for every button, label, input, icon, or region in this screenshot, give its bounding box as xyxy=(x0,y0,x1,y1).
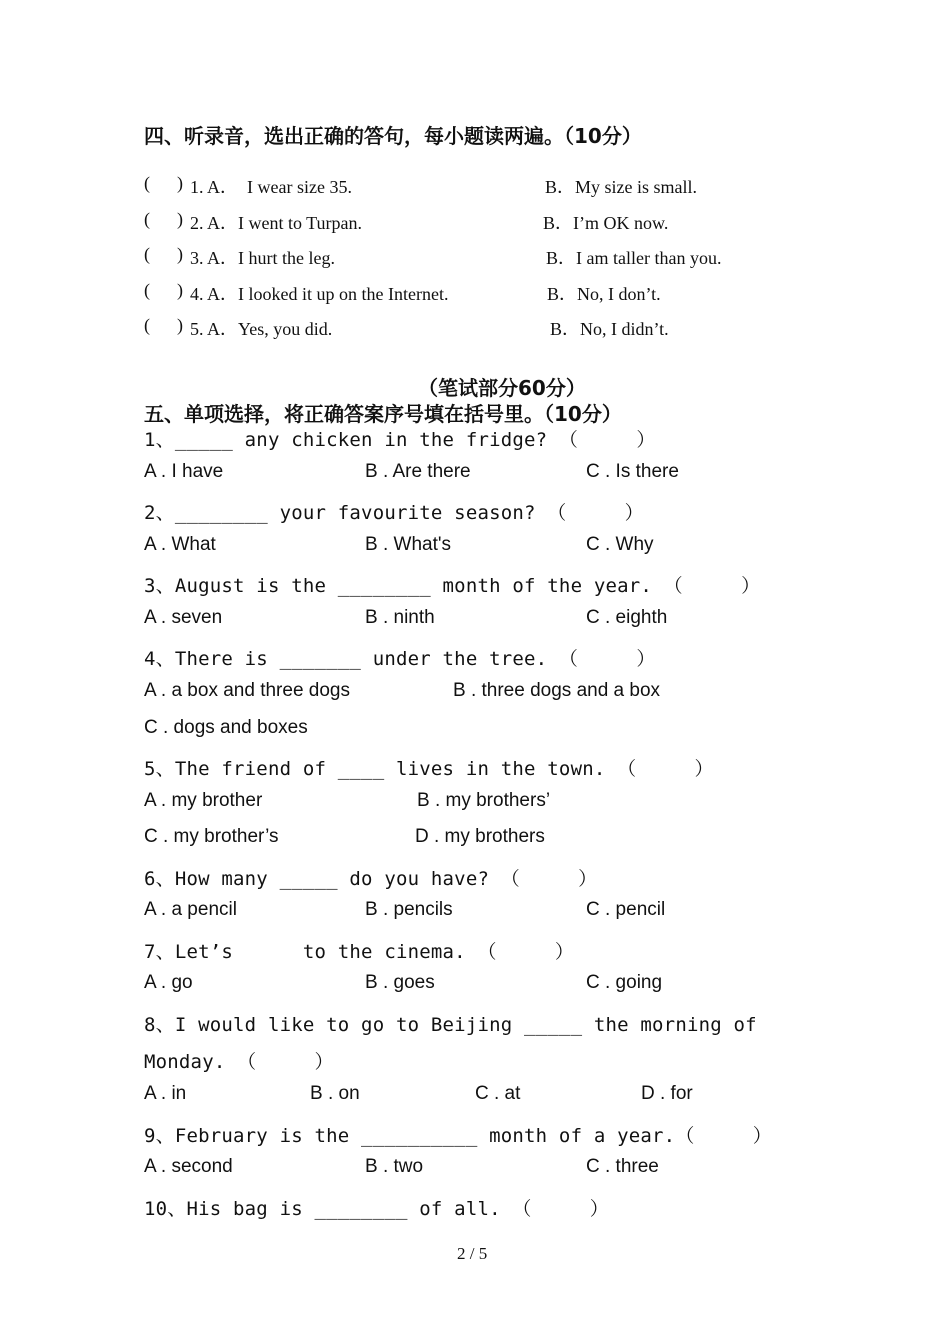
option-a: 1. A． I wear size 35. xyxy=(190,177,352,197)
option-b: B．I’m OK now. xyxy=(543,213,669,233)
q8-option-a: A . in xyxy=(144,1083,187,1104)
answer-blank: ( ) xyxy=(144,209,183,229)
question-10: 10、His bag is ________ of all. （ ） xyxy=(144,1198,609,1220)
section-5-heading: 五、单项选择，将正确答案序号填在括号里。（10分） xyxy=(144,402,622,426)
question-8: 8、I would like to go to Beijing _____ the morning of xyxy=(144,1014,757,1036)
q5-option-c: C . my brother’s xyxy=(144,826,279,847)
q8-option-c: C . at xyxy=(475,1083,521,1104)
question-6: 6、How many _____ do you have? （ ） xyxy=(144,868,598,890)
option-a: 5. A．Yes, you did. xyxy=(190,319,333,339)
answer-blank: ( ) xyxy=(144,173,183,193)
q7-option-a: A . go xyxy=(144,972,193,993)
written-part-title: （笔试部分60分） xyxy=(418,376,586,400)
section-4-heading: 四、听录音，选出正确的答句，每小题读两遍。（10分） xyxy=(144,124,642,148)
q6-option-a: A . a pencil xyxy=(144,899,237,920)
q1-option-b: B . Are there xyxy=(365,461,471,482)
q5-option-a: A . my brother xyxy=(144,790,263,811)
question-2: 2、________ your favourite season? （ ） xyxy=(144,502,644,524)
question-7: 7、Let’s to the cinema. （ ） xyxy=(144,941,575,963)
q8-option-b: B . on xyxy=(310,1083,360,1104)
q4-option-c: C . dogs and boxes xyxy=(144,717,308,738)
q1-option-a: A . I have xyxy=(144,461,224,482)
q6-option-b: B . pencils xyxy=(365,899,453,920)
q7-option-b: B . goes xyxy=(365,972,435,993)
q3-option-c: C . eighth xyxy=(586,607,668,628)
question-8-continued: Monday. （ ） xyxy=(144,1051,334,1073)
option-a: 3. A．I hurt the leg. xyxy=(190,248,335,268)
q5-option-d: D . my brothers xyxy=(415,826,545,847)
question-4: 4、There is _______ under the tree. （ ） xyxy=(144,648,656,670)
question-1: 1、_____ any chicken in the fridge? （ ） xyxy=(144,429,656,451)
q2-option-b: B . What's xyxy=(365,534,451,555)
q5-option-b: B . my brothers’ xyxy=(417,790,551,811)
answer-blank: ( ) xyxy=(144,280,183,300)
q3-option-b: B . ninth xyxy=(365,607,435,628)
option-b: B．I am taller than you. xyxy=(546,248,722,268)
option-b: B．No, I didn’t. xyxy=(550,319,669,339)
option-a: 2. A．I went to Turpan. xyxy=(190,213,363,233)
answer-blank: ( ) xyxy=(144,315,183,335)
q4-option-a: A . a box and three dogs xyxy=(144,680,350,701)
q3-option-a: A . seven xyxy=(144,607,223,628)
option-b: B．No, I don’t. xyxy=(547,284,661,304)
answer-blank: ( ) xyxy=(144,244,183,264)
q1-option-c: C . Is there xyxy=(586,461,679,482)
option-b: B．My size is small. xyxy=(545,177,697,197)
question-9: 9、February is the __________ month of a year.（ ） xyxy=(144,1125,772,1147)
q9-option-b: B . two xyxy=(365,1156,424,1177)
page-number: 2 / 5 xyxy=(457,1244,488,1263)
q7-option-c: C . going xyxy=(586,972,663,993)
q2-option-a: A . What xyxy=(144,534,216,555)
q4-option-b: B . three dogs and a box xyxy=(453,680,661,701)
option-a: 4. A．I looked it up on the Internet. xyxy=(190,284,449,304)
question-3: 3、August is the ________ month of the year. （ ） xyxy=(144,575,761,597)
q6-option-c: C . pencil xyxy=(586,899,666,920)
question-5: 5、The friend of ____ lives in the town. （ ） xyxy=(144,758,714,780)
q8-option-d: D . for xyxy=(641,1083,693,1104)
q2-option-c: C . Why xyxy=(586,534,654,555)
q9-option-c: C . three xyxy=(586,1156,659,1177)
q9-option-a: A . second xyxy=(144,1156,233,1177)
